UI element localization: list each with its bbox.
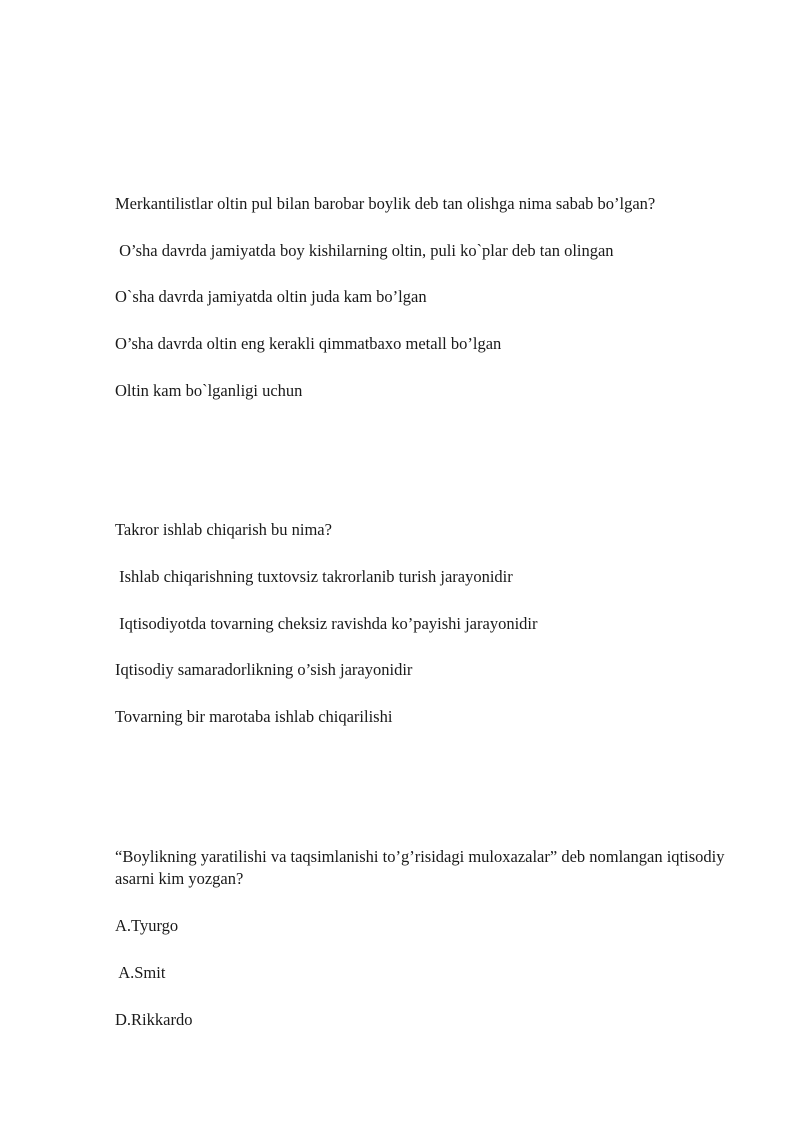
q1-option-3: O’sha davrda oltin eng kerakli qimmatbaxo metall bo’lgan (115, 334, 502, 353)
q2-option-1: Ishlab chiqarishning tuxtovsiz takrorlanib turish jarayonidir (115, 567, 513, 586)
q3-option-1: A.Tyurgo (115, 916, 179, 935)
q1-option-4: Oltin kam bo`lganligi uchun (115, 381, 303, 400)
question-1: Merkantilistlar oltin pul bilan barobar boylik deb tan olishga nima sabab bo’lgan? (115, 194, 656, 213)
q2-option-3: Iqtisodiy samaradorlikning o’sish jarayonidir (115, 660, 413, 679)
q1-option-1: O’sha davrda jamiyatda boy kishilarning oltin, puli ko`plar deb tan olingan (115, 241, 614, 260)
q1-option-2: O`sha davrda jamiyatda oltin juda kam bo’lgan (115, 287, 427, 306)
q2-option-2: Iqtisodiyotda tovarning cheksiz ravishda ko’payishi jarayonidir (115, 614, 538, 633)
q3-option-3: D.Rikkardo (115, 1010, 193, 1029)
question-2: Takror ishlab chiqarish bu nima? (115, 520, 332, 539)
q3-option-2: A.Smit (115, 963, 166, 982)
q2-option-4: Tovarning bir marotaba ishlab chiqarilishi (115, 707, 393, 726)
question-3: “Boylikning yaratilishi va taqsimlanishi to’g’risidagi muloxazalar” deb nomlangan iqtisodiy asarni kim yozgan? (115, 847, 725, 888)
